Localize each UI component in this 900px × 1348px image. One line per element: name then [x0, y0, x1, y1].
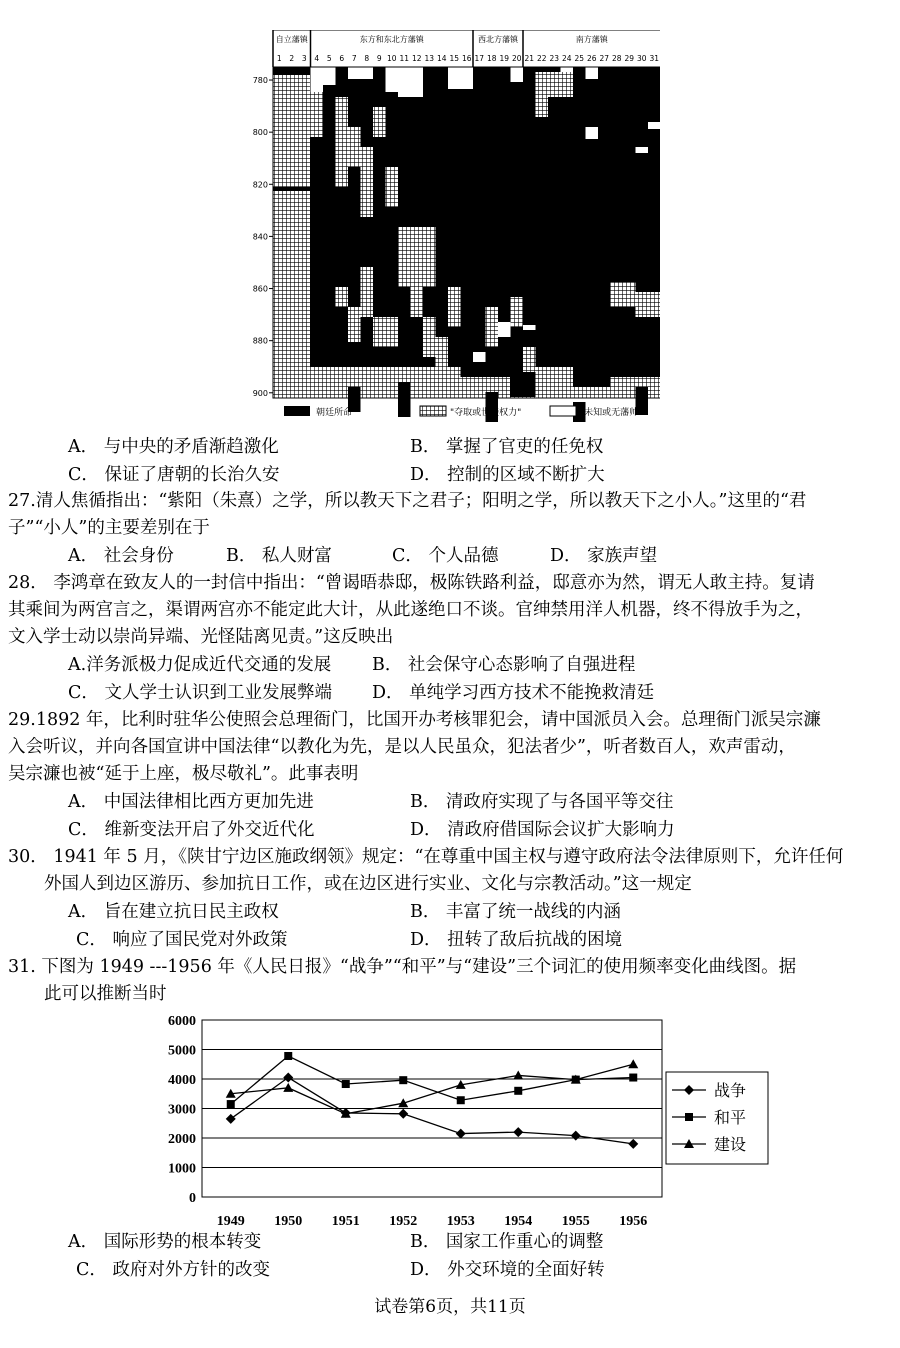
column-number: 29: [624, 54, 635, 63]
seized-cell: [548, 72, 573, 97]
data-point-square: [284, 1052, 292, 1060]
year-tick-label: 900: [252, 388, 268, 398]
data-point-square: [227, 1100, 235, 1108]
q31-option-d: D． 外交环境的全面好转: [410, 1260, 605, 1280]
self-standing-region: [273, 75, 311, 398]
q31-option-c: C． 政府对外方针的改变: [76, 1260, 270, 1280]
legend-label: 建设: [714, 1135, 747, 1154]
q27-option-a: A． 社会身份: [68, 546, 174, 566]
year-tick-label: 860: [252, 284, 268, 294]
x-tick-label: 1951: [331, 1214, 360, 1229]
q29-stem-line3: 吴宗濂也被“延于上座，极尽敬礼”。此事表明: [8, 764, 359, 784]
column-number: 5: [326, 54, 332, 63]
q28-stem-line1: 28． 李鸿章在致友人的一封信中指出：“曾谒晤恭邸，极陈铁路利益，邸意亦为然，谓无人敢主持。复请: [8, 573, 815, 593]
unknown-cell: [636, 147, 649, 153]
q30-option-a: A． 旨在建立抗日民主政权: [68, 902, 279, 922]
column-number: 30: [636, 54, 647, 63]
data-point-square: [399, 1076, 407, 1084]
q31-stem-line1: 31. 下图为 1949 ---1956 年《人民日报》“战争”“和平”与“建设”三个词汇的使用频率变化曲线图。据: [8, 957, 797, 977]
year-tick-label: 840: [252, 232, 268, 242]
seized-cell: [611, 377, 661, 398]
unknown-cell: [523, 325, 536, 330]
column-number: 7: [351, 54, 357, 63]
q30-option-b: B． 丰富了统一战线的内涵: [410, 902, 621, 922]
seized-cell: [511, 297, 524, 327]
legend-label-appointed: 朝廷所命: [316, 408, 353, 418]
column-number: 6: [339, 54, 345, 63]
q31-option-b: B． 国家工作重心的调整: [410, 1232, 604, 1252]
q26-option-b: B． 掌握了官吏的任免权: [410, 437, 604, 457]
unknown-cell: [586, 127, 599, 139]
column-number: 15: [449, 54, 460, 63]
seized-cell: [336, 287, 349, 307]
y-tick-label: 1000: [168, 1161, 196, 1177]
seized-cell: [411, 267, 424, 317]
fanzhen-chart: [250, 30, 660, 422]
column-number: 11: [399, 54, 410, 63]
seized-cell: [361, 267, 374, 317]
q29-option-a: A． 中国法律相比西方更加先进: [68, 792, 314, 812]
q26-option-a: A． 与中央的矛盾渐趋激化: [68, 437, 279, 457]
data-point-square: [457, 1096, 465, 1104]
x-tick-label: 1954: [504, 1214, 533, 1229]
q27-stem-line2: 子”“小人”的主要差别在于: [8, 518, 210, 538]
column-number: 28: [611, 54, 622, 63]
q28-option-c: C． 文人学士认识到工业发展弊端: [68, 683, 332, 703]
unknown-cell: [511, 67, 524, 82]
seized-cell: [486, 307, 499, 347]
column-number: 25: [574, 54, 585, 63]
column-number: 1: [276, 54, 282, 63]
band: [273, 187, 311, 191]
y-tick-label: 3000: [168, 1102, 196, 1118]
column-number: 12: [411, 54, 422, 63]
column-number: 27: [599, 54, 610, 63]
x-tick-label: 1955: [561, 1214, 590, 1229]
seized-cell: [361, 147, 374, 217]
data-point-square: [342, 1080, 350, 1088]
column-number: 8: [364, 54, 370, 63]
q28-stem-line3: 文入学士动以崇尚异端、光怪陆离见责。”这反映出: [8, 627, 394, 647]
column-number: 13: [424, 54, 435, 63]
x-tick-label: 1949: [216, 1214, 245, 1229]
legend-solid-swatch: [284, 406, 310, 416]
group-header: 西北方藩镇: [478, 35, 518, 44]
seized-cell: [573, 387, 611, 398]
y-tick-label: 2000: [168, 1132, 196, 1147]
q29-option-d: D． 清政府借国际会议扩大影响力: [410, 820, 675, 840]
seized-cell: [523, 347, 536, 372]
q27-option-d: D． 家族声望: [550, 546, 658, 566]
group-header: 自立藩镇: [275, 35, 308, 44]
column-number: 21: [524, 54, 535, 63]
page-footer: 试卷第6页，共11页: [374, 1297, 526, 1317]
column-number: 2: [289, 54, 295, 63]
year-tick-label: 820: [252, 180, 268, 190]
unknown-cell: [648, 122, 660, 129]
seized-cell: [348, 127, 361, 167]
unknown-cell: [323, 67, 336, 85]
unknown-cell: [398, 67, 423, 97]
q27-option-c: C． 个人品德: [392, 546, 499, 566]
data-point-square: [629, 1074, 637, 1082]
seized-cell: [373, 317, 398, 347]
y-tick-label: 6000: [168, 1014, 196, 1029]
seized-cell: [448, 287, 461, 327]
column-number: 22: [536, 54, 547, 63]
q26-option-d: D． 控制的区域不断扩大: [410, 465, 605, 485]
group-header: 南方藩镇: [575, 35, 608, 44]
seized-cell: [423, 317, 436, 357]
column-number: 20: [511, 54, 522, 63]
q29-stem-line2: 入会听议，并向各国宣讲中国法律“以教化为先，是以人民虽众，犯法者少”，听者数百人，欢声雷动，: [8, 737, 796, 757]
year-tick-label: 880: [252, 336, 268, 346]
q28-option-b: B． 社会保守心态影响了自强进程: [372, 655, 636, 675]
appointed-cell: [398, 382, 411, 417]
q26-option-c: C． 保证了唐朝的长治久安: [68, 465, 280, 485]
y-tick-label: 0: [189, 1191, 196, 1206]
q29-option-b: B． 清政府实现了与各国平等交往: [410, 792, 674, 812]
q29-option-c: C． 维新变法开启了外交近代化: [68, 820, 315, 840]
x-tick-label: 1952: [389, 1214, 418, 1229]
line-chart-svg: [150, 1010, 790, 1230]
column-number: 10: [386, 54, 397, 63]
column-number: 17: [474, 54, 485, 63]
column-number: 23: [549, 54, 560, 63]
seized-cell: [311, 92, 324, 137]
seized-cell: [536, 72, 549, 117]
seized-cell: [436, 337, 449, 367]
group-header: 东方和东北方藩镇: [359, 35, 424, 44]
q27-option-b: B． 私人财富: [226, 546, 332, 566]
q30-option-d: D． 扭转了敌后抗战的困境: [410, 930, 623, 950]
chart-body: [273, 67, 660, 398]
column-number: 19: [499, 54, 510, 63]
column-number: 18: [486, 54, 497, 63]
q30-option-c: C． 响应了国民党对外政策: [76, 930, 288, 950]
unknown-cell: [586, 67, 599, 79]
unknown-cell: [311, 67, 324, 92]
seized-cell: [373, 107, 386, 137]
word-frequency-chart: [150, 1010, 790, 1230]
q29-stem-line1: 29.1892 年，比利时驻华公使照会总理衙门，比国开办考核罪犯会，请中国派员入会。总理衙门派吴宗濂: [8, 710, 821, 730]
legend-grid-swatch: [420, 406, 446, 416]
q30-stem-line1: 30． 1941 年 5 月，《陕甘宁边区施政纲领》规定：“在尊重中国主权与遵守政府法令法律原则下，允许任何: [8, 847, 844, 867]
x-tick-label: 1953: [446, 1214, 475, 1229]
seized-cell: [636, 292, 661, 317]
fanzhen-figure: [250, 30, 660, 422]
column-number: 9: [376, 54, 382, 63]
year-tick-label: 800: [252, 128, 268, 138]
q28-stem-line2: 其乘间为两宫言之，渠谓两宫亦不能定此大计，从此遂绝口不谈。官绅禁用洋人机器，终不得放手为之，: [8, 600, 813, 620]
seized-cell: [311, 367, 461, 398]
unknown-cell: [448, 67, 473, 89]
seized-cell: [273, 302, 286, 327]
legend-label: 战争: [714, 1081, 747, 1100]
column-number: 16: [461, 54, 472, 63]
seized-cell: [611, 282, 636, 307]
q28-option-d: D． 单纯学习西方技术不能挽救清廷: [372, 683, 655, 703]
legend-label-seized: "夺取或世袭权力": [450, 408, 522, 418]
x-tick-label: 1956: [619, 1214, 648, 1229]
column-number: 4: [314, 54, 320, 63]
seized-cell: [336, 97, 349, 187]
seized-cell: [536, 367, 574, 398]
x-tick-label: 1950: [274, 1214, 303, 1229]
unknown-cell: [498, 322, 511, 337]
column-number: 31: [649, 54, 660, 63]
q27-stem-line1: 27.清人焦循指出：“紫阳（朱熹）之学，所以教天下之君子；阳明之学，所以教天下之小人。”这里的“君: [8, 491, 807, 511]
column-number: 26: [586, 54, 597, 63]
legend-label-unknown: "未知或无藩帅": [580, 408, 643, 418]
q31-option-a: A． 国际形势的根本转变: [68, 1232, 262, 1252]
seized-cell: [386, 167, 399, 207]
legend-blank-swatch: [550, 406, 576, 416]
q31-stem-line2: 此可以推断当时: [44, 984, 167, 1004]
y-tick-label: 5000: [168, 1043, 196, 1059]
y-tick-label: 4000: [168, 1073, 196, 1088]
column-number: 24: [561, 54, 572, 63]
year-tick-label: 780: [252, 76, 268, 86]
unknown-cell: [348, 67, 373, 79]
seized-cell: [348, 307, 361, 342]
legend-label: 和平: [714, 1108, 747, 1127]
column-number: 3: [301, 54, 307, 63]
unknown-cell: [473, 352, 486, 362]
q28-option-a: A.洋务派极力促成近代交通的发展: [68, 655, 332, 675]
data-point-square: [514, 1087, 522, 1095]
column-number: 14: [436, 54, 447, 63]
legend-marker: [685, 1113, 693, 1121]
q30-stem-line2: 外国人到边区游历、参加抗日工作，或在边区进行实业、文化与宗教活动。”这一规定: [44, 874, 692, 894]
unknown-cell: [386, 67, 399, 92]
